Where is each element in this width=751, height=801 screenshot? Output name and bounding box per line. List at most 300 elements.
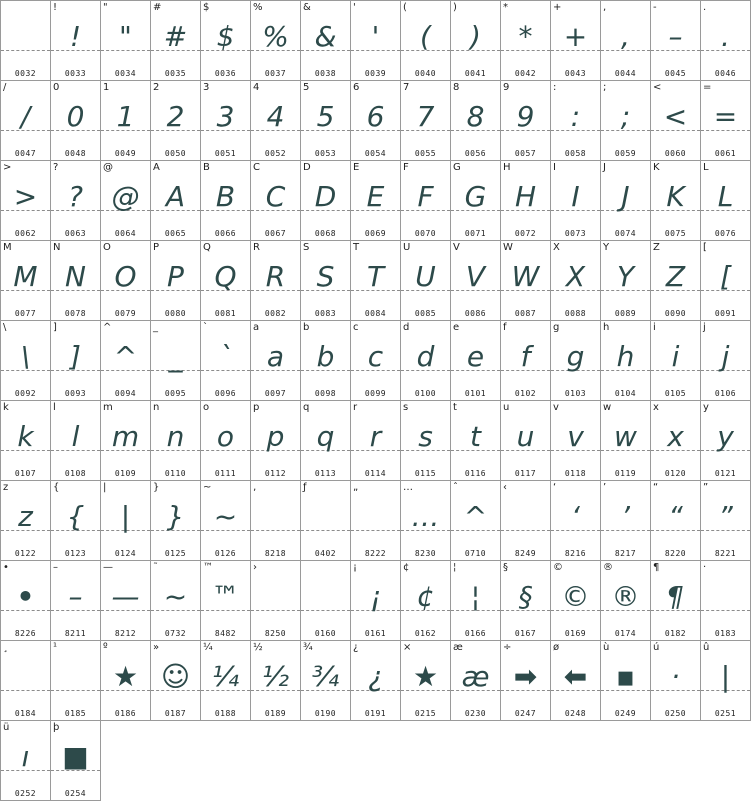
cell-char-label: ‘ <box>553 482 557 493</box>
glyph-cell-0063 <box>51 161 101 241</box>
cell-char-label: ~ <box>203 482 212 493</box>
cell-glyph-sample: | <box>120 500 131 533</box>
cell-glyph-sample: p <box>266 420 285 453</box>
glyph-cell-0081 <box>201 241 251 321</box>
cell-code-label: 0088 <box>564 309 587 318</box>
glyph-cell-0092 <box>1 321 51 401</box>
cell-char-label: ‹ <box>503 482 507 493</box>
cell-code-label: 0057 <box>514 149 537 158</box>
glyph-cell-0085 <box>401 241 451 321</box>
glyph-cell-0051 <box>201 81 251 161</box>
cell-char-label: n <box>153 402 160 413</box>
cell-char-label: & <box>303 2 311 13</box>
cell-char-label: 1 <box>103 82 110 93</box>
glyph-cell-0105 <box>651 321 701 401</box>
cell-code-label: 0098 <box>314 389 337 398</box>
glyph-cell-0045 <box>651 1 701 81</box>
glyph-cell-8250 <box>251 561 301 641</box>
glyph-cell-0047 <box>1 81 51 161</box>
cell-glyph-sample: : <box>570 100 581 133</box>
cell-code-label: 0113 <box>314 469 337 478</box>
cell-char-label: I <box>553 162 556 173</box>
baseline-guide <box>701 610 750 611</box>
cell-char-label: º <box>103 642 108 653</box>
glyph-cell-0078 <box>51 241 101 321</box>
cell-code-label: 0186 <box>114 709 137 718</box>
glyph-cell-8212 <box>101 561 151 641</box>
cell-glyph-sample: ^ <box>463 500 488 533</box>
cell-glyph-sample: ı <box>21 740 30 773</box>
glyph-cell-0185 <box>51 641 101 721</box>
cell-char-label: ” <box>703 482 709 493</box>
glyph-cell-0074 <box>601 161 651 241</box>
glyph-cell-0249 <box>601 641 651 721</box>
cell-code-label: 0047 <box>14 149 37 158</box>
cell-char-label: P <box>153 242 160 253</box>
cell-code-label: 0100 <box>414 389 437 398</box>
cell-char-label: 0 <box>53 82 60 93</box>
cell-glyph-sample: . <box>721 20 730 53</box>
glyph-cell-0103 <box>551 321 601 401</box>
glyph-cell-0053 <box>301 81 351 161</box>
cell-code-label: 0710 <box>464 549 487 558</box>
cell-code-label: 0049 <box>114 149 137 158</box>
cell-char-label: q <box>303 402 310 413</box>
cell-char-label: Z <box>653 242 660 253</box>
cell-glyph-sample: ➡ <box>513 660 538 693</box>
cell-char-label: J <box>603 162 606 173</box>
cell-char-label: Y <box>603 242 610 253</box>
cell-glyph-sample: “ <box>668 500 683 533</box>
cell-char-label: m <box>103 402 113 413</box>
cell-code-label: 0054 <box>364 149 387 158</box>
glyph-cell-0093 <box>51 321 101 401</box>
cell-char-label: © <box>553 562 563 573</box>
cell-glyph-sample: 7 <box>416 100 435 133</box>
cell-char-label: ÷ <box>503 642 512 653</box>
cell-code-label: 0103 <box>564 389 587 398</box>
cell-char-label: z <box>3 482 9 493</box>
cell-char-label: H <box>503 162 511 173</box>
cell-glyph-sample: \ <box>20 340 31 373</box>
cell-char-label: F <box>403 162 409 173</box>
cell-char-label: ‚ <box>253 482 257 493</box>
cell-code-label: 0188 <box>214 709 237 718</box>
cell-glyph-sample: s <box>418 420 433 453</box>
glyph-cell-0186 <box>101 641 151 721</box>
glyph-cell-0119 <box>601 401 651 481</box>
cell-glyph-sample: – <box>68 580 83 613</box>
glyph-cell-0098 <box>301 321 351 401</box>
cell-char-label: { <box>53 482 60 493</box>
glyph-cell-0064 <box>101 161 151 241</box>
cell-code-label: 0069 <box>364 229 387 238</box>
cell-code-label: 8211 <box>64 629 87 638</box>
cell-char-label: _ <box>153 322 158 333</box>
glyph-cell-8482 <box>201 561 251 641</box>
glyph-cell-0183 <box>701 561 751 641</box>
cell-char-label: # <box>153 2 162 13</box>
cell-glyph-sample: ^ <box>113 340 138 373</box>
cell-char-label: 5 <box>303 82 310 93</box>
cell-glyph-sample: R <box>265 260 286 293</box>
glyph-cell-8226 <box>1 561 51 641</box>
baseline-guide <box>251 610 300 611</box>
glyph-cell-0043 <box>551 1 601 81</box>
cell-code-label: 0085 <box>414 309 437 318</box>
cell-glyph-sample: C <box>265 180 286 213</box>
cell-glyph-sample: ] <box>70 340 81 373</box>
glyph-cell-0110 <box>151 401 201 481</box>
cell-code-label: 0104 <box>614 389 637 398</box>
glyph-cell-0072 <box>501 161 551 241</box>
cell-glyph-sample: X <box>565 260 586 293</box>
cell-char-label: + <box>553 2 562 13</box>
cell-code-label: 0254 <box>64 789 87 798</box>
cell-code-label: 0247 <box>514 709 537 718</box>
cell-code-label: 0110 <box>164 469 187 478</box>
cell-code-label: 0122 <box>14 549 37 558</box>
glyph-cell-0061 <box>701 81 751 161</box>
glyph-cell-0049 <box>101 81 151 161</box>
cell-char-label: x <box>653 402 659 413</box>
cell-code-label: 0072 <box>514 229 537 238</box>
cell-code-label: 0185 <box>64 709 87 718</box>
cell-code-label: 8216 <box>564 549 587 558</box>
cell-glyph-sample: h <box>616 340 635 373</box>
glyph-cell-0107 <box>1 401 51 481</box>
cell-glyph-sample: © <box>561 580 590 613</box>
glyph-cell-0094 <box>101 321 151 401</box>
cell-code-label: 0070 <box>414 229 437 238</box>
glyph-cell-0114 <box>351 401 401 481</box>
glyph-cell-0033 <box>51 1 101 81</box>
cell-char-label: G <box>453 162 461 173</box>
cell-code-label: 0033 <box>64 69 87 78</box>
cell-char-label: > <box>3 162 12 173</box>
cell-code-label: 0036 <box>214 69 237 78</box>
cell-code-label: 0101 <box>464 389 487 398</box>
cell-code-label: 0095 <box>164 389 187 398</box>
glyph-cell-0069 <box>351 161 401 241</box>
glyph-cell-0121 <box>701 401 751 481</box>
cell-char-label: … <box>403 482 413 493</box>
cell-code-label: 0058 <box>564 149 587 158</box>
glyph-cell-0054 <box>351 81 401 161</box>
cell-char-label: k <box>3 402 9 413</box>
cell-code-label: 0125 <box>164 549 187 558</box>
cell-char-label: ; <box>603 82 607 93</box>
cell-char-label: ] <box>53 322 57 333</box>
cell-char-label: = <box>703 82 712 93</box>
cell-code-label: 8482 <box>214 629 237 638</box>
cell-char-label: ¹ <box>53 642 58 653</box>
cell-char-label: ½ <box>253 642 263 653</box>
baseline-guide <box>1 690 50 691</box>
cell-char-label: ’ <box>603 482 607 493</box>
cell-char-label: × <box>403 642 412 653</box>
cell-glyph-sample: < <box>663 100 688 133</box>
cell-code-label: 0093 <box>64 389 87 398</box>
cell-char-label: S <box>303 242 310 253</box>
cell-code-label: 0037 <box>264 69 287 78</box>
cell-glyph-sample: j <box>721 340 730 373</box>
glyph-cell-8211 <box>51 561 101 641</box>
glyph-cell-0035 <box>151 1 201 81</box>
cell-glyph-sample: $ <box>216 20 235 53</box>
cell-code-label: 0092 <box>14 389 37 398</box>
glyph-cell-0118 <box>551 401 601 481</box>
cell-char-label: ü <box>3 722 10 733</box>
cell-char-label: s <box>403 402 409 413</box>
cell-char-label: Q <box>203 242 211 253</box>
cell-code-label: 0251 <box>714 709 737 718</box>
cell-glyph-sample: H <box>514 180 537 213</box>
cell-glyph-sample: D <box>314 180 337 213</box>
cell-glyph-sample: L <box>717 180 734 213</box>
cell-code-label: 0052 <box>264 149 287 158</box>
glyph-cell-0254 <box>51 721 101 801</box>
glyph-cell-0037 <box>251 1 301 81</box>
glyph-cell-0184 <box>1 641 51 721</box>
glyph-cell-0034 <box>101 1 151 81</box>
cell-code-label: 0068 <box>314 229 337 238</box>
cell-code-label: 0190 <box>314 709 337 718</box>
glyph-cell-0125 <box>151 481 201 561</box>
cell-glyph-sample: 3 <box>216 100 235 133</box>
cell-char-label: ' <box>353 2 356 13</box>
cell-code-label: 0121 <box>714 469 737 478</box>
cell-code-label: 0126 <box>214 549 237 558</box>
cell-code-label: 0061 <box>714 149 737 158</box>
cell-char-label: , <box>603 2 607 13</box>
cell-glyph-sample: g <box>566 340 585 373</box>
cell-glyph-sample: ¼ <box>211 660 240 693</box>
cell-glyph-sample: d <box>416 340 435 373</box>
glyph-cell-0710 <box>451 481 501 561</box>
glyph-cell-8230 <box>401 481 451 561</box>
glyph-cell-0187 <box>151 641 201 721</box>
cell-glyph-sample: Z <box>665 260 686 293</box>
cell-code-label: 0174 <box>614 629 637 638</box>
glyph-cell-0215 <box>401 641 451 721</box>
baseline-guide <box>351 530 400 531</box>
cell-char-label: $ <box>203 2 210 13</box>
cell-code-label: 0090 <box>664 309 687 318</box>
cell-code-label: 0039 <box>364 69 387 78</box>
cell-char-label: N <box>53 242 61 253</box>
cell-glyph-sample: U <box>415 260 436 293</box>
glyph-cell-0123 <box>51 481 101 561</box>
glyph-cell-0402 <box>301 481 351 561</box>
cell-code-label: 0060 <box>664 149 687 158</box>
cell-char-label: ú <box>653 642 660 653</box>
glyph-cell-0068 <box>301 161 351 241</box>
cell-glyph-sample: W <box>511 260 540 293</box>
glyph-cell-0189 <box>251 641 301 721</box>
glyph-cell-0042 <box>501 1 551 81</box>
glyph-cell-0032 <box>1 1 51 81</box>
glyph-cell-0108 <box>51 401 101 481</box>
cell-char-label: ˜ <box>153 562 158 573</box>
cell-code-label: 8226 <box>14 629 37 638</box>
cell-char-label: w <box>603 402 612 413</box>
cell-glyph-sample: J <box>621 180 630 213</box>
cell-glyph-sample: 8 <box>466 100 485 133</box>
cell-code-label: 8249 <box>514 549 537 558</box>
cell-code-label: 8222 <box>364 549 387 558</box>
cell-glyph-sample: " <box>119 20 132 53</box>
cell-char-label: c <box>353 322 359 333</box>
cell-char-label: ¼ <box>203 642 213 653</box>
cell-char-label: / <box>3 82 7 93</box>
cell-glyph-sample: E <box>366 180 385 213</box>
cell-char-label: ¿ <box>353 642 359 653</box>
cell-char-label: û <box>703 642 710 653</box>
glyph-cell-0101 <box>451 321 501 401</box>
cell-char-label: ! <box>53 2 58 13</box>
cell-code-label: 0124 <box>114 549 137 558</box>
cell-glyph-sample: ▪ <box>616 660 635 693</box>
cell-char-label: j <box>703 322 706 333</box>
cell-code-label: 0109 <box>114 469 137 478</box>
cell-char-label: D <box>303 162 311 173</box>
cell-code-label: 0079 <box>114 309 137 318</box>
cell-char-label: e <box>453 322 460 333</box>
cell-glyph-sample: m <box>111 420 140 453</box>
cell-code-label: 0063 <box>64 229 87 238</box>
glyph-cell-0161 <box>351 561 401 641</box>
cell-char-label: A <box>153 162 160 173</box>
cell-code-label: 0035 <box>164 69 187 78</box>
cell-glyph-sample: ? <box>68 180 83 213</box>
glyph-cell-0160 <box>301 561 351 641</box>
glyph-cell-0048 <box>51 81 101 161</box>
cell-code-label: 0183 <box>714 629 737 638</box>
cell-code-label: 0064 <box>114 229 137 238</box>
glyph-cell-0082 <box>251 241 301 321</box>
glyph-cell-0095 <box>151 321 201 401</box>
cell-code-label: 0091 <box>714 309 737 318</box>
cell-glyph-sample: ☺ <box>160 660 191 693</box>
glyph-cell-8216 <box>551 481 601 561</box>
cell-glyph-sample: u <box>516 420 535 453</box>
cell-glyph-sample: a <box>266 340 285 373</box>
cell-char-label: “ <box>653 482 659 493</box>
cell-char-label: ) <box>453 2 457 13</box>
glyph-cell-0166 <box>451 561 501 641</box>
cell-glyph-sample: 1 <box>116 100 135 133</box>
cell-code-label: 0056 <box>464 149 487 158</box>
glyph-cell-0090 <box>651 241 701 321</box>
cell-code-label: 0108 <box>64 469 87 478</box>
cell-glyph-sample: ¦ <box>470 580 481 613</box>
cell-char-label: ¡ <box>353 562 358 573</box>
cell-glyph-sample: S <box>316 260 335 293</box>
cell-char-label: 6 <box>353 82 360 93</box>
cell-glyph-sample: * <box>518 20 533 53</box>
glyph-cell-0117 <box>501 401 551 481</box>
cell-code-label: 0081 <box>214 309 237 318</box>
cell-code-label: 0102 <box>514 389 537 398</box>
cell-glyph-sample: _ <box>168 340 183 373</box>
cell-glyph-sample: ¾ <box>311 660 340 693</box>
cell-char-label: y <box>703 402 709 413</box>
glyph-cell-0096 <box>201 321 251 401</box>
cell-char-label: O <box>103 242 111 253</box>
cell-code-label: 0082 <box>264 309 287 318</box>
cell-char-label: • <box>3 562 9 573</box>
glyph-cell-0162 <box>401 561 451 641</box>
cell-code-label: 0167 <box>514 629 537 638</box>
glyph-cell-8249 <box>501 481 551 561</box>
cell-char-label: [ <box>703 242 707 253</box>
cell-glyph-sample: ¡ <box>369 580 382 613</box>
cell-glyph-sample: ' <box>371 20 380 53</box>
cell-code-label: 0182 <box>664 629 687 638</box>
cell-code-label: 0073 <box>564 229 587 238</box>
cell-glyph-sample: A <box>165 180 186 213</box>
glyph-cell-0113 <box>301 401 351 481</box>
glyph-cell-0188 <box>201 641 251 721</box>
cell-char-label: · <box>703 562 707 573</box>
cell-glyph-sample: c <box>367 340 384 373</box>
glyph-cell-0038 <box>301 1 351 81</box>
cell-glyph-sample: ‘ <box>571 500 580 533</box>
cell-char-label: L <box>703 162 709 173</box>
cell-code-label: 0044 <box>614 69 637 78</box>
cell-code-label: 0077 <box>14 309 37 318</box>
cell-glyph-sample: } <box>166 500 185 533</box>
cell-code-label: 8217 <box>614 549 637 558</box>
glyph-cell-0083 <box>301 241 351 321</box>
cell-code-label: 0040 <box>414 69 437 78</box>
cell-glyph-sample: b <box>316 340 335 373</box>
cell-glyph-sample: • <box>16 580 35 613</box>
cell-glyph-sample: 2 <box>166 100 185 133</box>
cell-glyph-sample: n <box>166 420 185 453</box>
cell-code-label: 0161 <box>364 629 387 638</box>
cell-char-label: p <box>253 402 260 413</box>
cell-glyph-sample: … <box>411 500 440 533</box>
baseline-guide <box>251 530 300 531</box>
glyph-cell-0060 <box>651 81 701 161</box>
cell-code-label: 0043 <box>564 69 587 78</box>
cell-code-label: 0166 <box>464 629 487 638</box>
cell-char-label: " <box>103 2 108 13</box>
cell-char-label: a <box>253 322 260 333</box>
cell-glyph-sample: z <box>18 500 33 533</box>
cell-char-label: v <box>553 402 559 413</box>
glyph-cell-0115 <box>401 401 451 481</box>
cell-char-label: B <box>203 162 210 173</box>
cell-code-label: 0080 <box>164 309 187 318</box>
cell-char-label: t <box>453 402 457 413</box>
cell-glyph-sample: w <box>614 420 637 453</box>
cell-glyph-sample: f <box>520 340 531 373</box>
cell-code-label: 0053 <box>314 149 337 158</box>
cell-glyph-sample: [ <box>720 260 731 293</box>
glyph-cell-0076 <box>701 161 751 241</box>
baseline-guide <box>51 690 100 691</box>
glyph-cell-0080 <box>151 241 201 321</box>
glyph-cell-0247 <box>501 641 551 721</box>
cell-code-label: 0116 <box>464 469 487 478</box>
cell-glyph-sample: B <box>215 180 236 213</box>
glyph-cell-0058 <box>551 81 601 161</box>
cell-code-label: 0071 <box>464 229 487 238</box>
cell-glyph-sample: G <box>464 180 487 213</box>
